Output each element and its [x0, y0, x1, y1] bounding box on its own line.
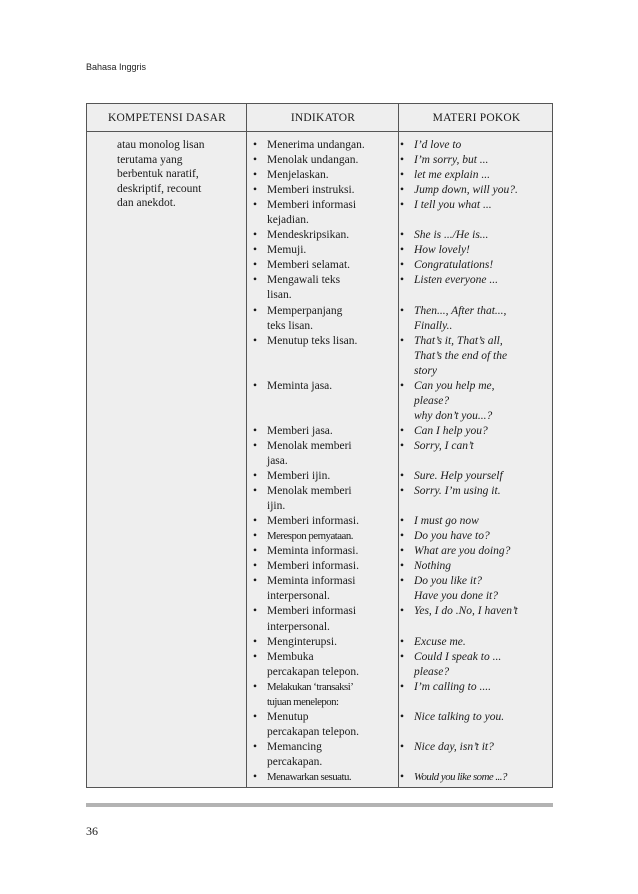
indikator-item	[253, 499, 397, 514]
bullet-icon: •	[253, 424, 258, 437]
materi-text: story	[414, 364, 437, 377]
materi-item	[400, 740, 552, 755]
materi-text: Would you like some ...?	[414, 770, 507, 783]
materi-item	[400, 635, 552, 650]
materi-text: Sure. Help yourself	[414, 470, 503, 483]
indikator-item	[253, 620, 397, 635]
indent-spacer	[253, 665, 267, 680]
bullet-icon: •	[400, 770, 405, 783]
indent-spacer	[253, 620, 267, 635]
indent-spacer	[253, 755, 267, 770]
materi-item	[400, 469, 552, 484]
materi-item	[400, 364, 552, 379]
materi-text: That’s it, That’s all,	[414, 334, 503, 347]
indent-spacer	[253, 454, 267, 469]
indikator-text	[267, 394, 397, 409]
bullet-icon: •	[253, 199, 258, 212]
materi-text	[414, 499, 552, 514]
bullet-icon: •	[400, 424, 405, 437]
kompetensi-line: berbentuk naratif,	[117, 168, 199, 181]
bullet-icon: •	[400, 199, 405, 212]
indikator-text: Menginterupsi.	[267, 635, 337, 648]
indikator-item	[253, 243, 397, 258]
materi-text: I tell you what ...	[414, 199, 492, 212]
materi-text	[414, 695, 552, 710]
header-materi-pokok: MATERI POKOK	[432, 112, 521, 124]
column-divider	[398, 104, 399, 787]
indikator-text: Meminta informasi.	[267, 545, 359, 558]
materi-text: I must go now	[414, 515, 479, 528]
indikator-text: Memberi informasi.	[267, 560, 359, 573]
indikator-item	[253, 379, 397, 394]
indent-spacer	[400, 319, 414, 334]
indikator-item	[253, 394, 397, 409]
materi-text	[414, 288, 552, 303]
indent-spacer	[400, 725, 414, 740]
materi-item	[400, 334, 552, 349]
indent-spacer	[253, 213, 267, 228]
kompetensi-line: atau monolog lisan	[117, 139, 205, 151]
bullet-icon: •	[400, 740, 405, 753]
header-indikator: INDIKATOR	[290, 112, 356, 124]
bullet-icon: •	[253, 545, 258, 558]
materi-text: Nothing	[414, 560, 452, 573]
indent-spacer	[253, 349, 267, 364]
materi-item	[400, 153, 552, 168]
materi-item	[400, 183, 552, 198]
materi-item	[400, 529, 552, 544]
kompetensi-line: terutama yang	[117, 153, 183, 166]
materi-item	[400, 304, 552, 319]
bullet-icon: •	[400, 575, 405, 588]
indikator-item	[253, 514, 397, 529]
kompetensi-line: deskriptif, recount	[117, 182, 202, 195]
indikator-item	[253, 138, 397, 153]
bullet-icon: •	[253, 379, 258, 392]
materi-text: Sorry, I can’t	[414, 439, 474, 452]
materi-item	[400, 559, 552, 574]
table-header-row	[87, 104, 552, 132]
indikator-text: Menjelaskan.	[267, 169, 329, 182]
indikator-text: Menolak undangan.	[267, 154, 359, 167]
bullet-icon: •	[253, 229, 258, 242]
indikator-item	[253, 635, 397, 650]
competency-table	[86, 103, 553, 788]
indikator-item	[253, 469, 397, 484]
indikator-text: Menutup	[267, 710, 309, 723]
indikator-text: Memberi jasa.	[267, 424, 333, 437]
bullet-icon: •	[400, 439, 405, 452]
header-kompetensi-dasar: KOMPETENSI DASAR	[108, 112, 226, 124]
indikator-item	[253, 484, 397, 499]
materi-item	[400, 544, 552, 559]
materi-text: I’d love to	[414, 139, 462, 151]
bullet-icon: •	[253, 154, 258, 167]
bullet-icon: •	[400, 605, 405, 618]
indent-spacer	[253, 695, 267, 710]
indikator-text: tujuan menelepon:	[267, 695, 339, 708]
materi-item	[400, 725, 552, 740]
indikator-text: Mendeskripsikan.	[267, 229, 350, 242]
materi-item	[400, 454, 552, 469]
materi-item	[400, 319, 552, 334]
bullet-icon: •	[253, 740, 258, 753]
indikator-item	[253, 334, 397, 349]
materi-item	[400, 349, 552, 364]
indikator-item	[253, 770, 397, 785]
column-divider	[246, 104, 247, 787]
indikator-text: Meminta informasi	[267, 575, 356, 588]
materi-text: Congratulations!	[414, 259, 494, 272]
materi-item	[400, 168, 552, 183]
bullet-icon: •	[400, 379, 405, 392]
materi-item	[400, 258, 552, 273]
indikator-item	[253, 650, 397, 665]
indent-spacer	[253, 725, 267, 740]
materi-text: She is .../He is...	[414, 229, 489, 242]
bullet-icon: •	[253, 334, 258, 347]
indikator-item	[253, 153, 397, 168]
materi-text	[414, 454, 552, 469]
materi-text	[414, 725, 552, 740]
indikator-item	[253, 364, 397, 379]
bullet-icon: •	[400, 334, 405, 347]
indikator-item	[253, 589, 397, 604]
indikator-item	[253, 213, 397, 228]
bullet-icon: •	[253, 515, 258, 528]
materi-text: Sorry. I’m using it.	[414, 485, 501, 498]
materi-text: Jump down, will you?.	[414, 184, 518, 197]
materi-item	[400, 604, 552, 619]
indikator-text: Mengawali teks	[267, 274, 341, 287]
materi-text: Have you done it?	[414, 590, 498, 603]
bullet-icon: •	[253, 244, 258, 257]
bullet-icon: •	[253, 169, 258, 182]
bullet-icon: •	[253, 605, 258, 618]
indikator-text: percakapan telepon.	[267, 665, 359, 678]
indikator-text: Membuka	[267, 650, 314, 663]
materi-text: Listen everyone ...	[414, 274, 498, 287]
materi-text: Do you like it?	[414, 575, 483, 588]
bullet-icon: •	[400, 169, 405, 182]
indikator-item	[253, 559, 397, 574]
materi-item	[400, 379, 552, 394]
bullet-icon: •	[400, 560, 405, 573]
materi-item	[400, 273, 552, 288]
indent-spacer	[400, 349, 414, 364]
indent-spacer	[400, 755, 414, 770]
indent-spacer	[253, 409, 267, 424]
bullet-icon: •	[400, 229, 405, 242]
materi-text: Excuse me.	[414, 635, 466, 648]
indikator-text: percakapan telepon.	[267, 725, 359, 738]
bullet-icon: •	[253, 770, 258, 783]
materi-text: Nice talking to you.	[414, 710, 505, 723]
indent-spacer	[253, 589, 267, 604]
materi-item	[400, 695, 552, 710]
indikator-text: percakapan.	[267, 755, 323, 768]
indikator-item	[253, 574, 397, 589]
indikator-item	[253, 228, 397, 243]
materi-text: That’s the end of the	[414, 349, 508, 362]
bullet-icon: •	[400, 650, 405, 663]
indent-spacer	[253, 394, 267, 409]
materi-item	[400, 620, 552, 635]
bullet-icon: •	[400, 680, 405, 693]
indent-spacer	[400, 288, 414, 303]
indikator-text: Menawarkan sesuatu.	[267, 770, 352, 783]
indent-spacer	[253, 288, 267, 303]
bullet-icon: •	[400, 635, 405, 648]
indikator-text: Memperpanjang	[267, 304, 343, 317]
bullet-icon: •	[400, 244, 405, 257]
indikator-text: ijin.	[267, 500, 286, 513]
materi-item	[400, 770, 552, 785]
indikator-text: Menerima undangan.	[267, 139, 365, 151]
materi-text: I’m sorry, but ...	[414, 154, 489, 167]
materi-item	[400, 499, 552, 514]
bullet-icon: •	[253, 635, 258, 648]
indikator-item	[253, 544, 397, 559]
indent-spacer	[400, 665, 414, 680]
indent-spacer	[253, 499, 267, 514]
indikator-item	[253, 695, 397, 710]
indent-spacer	[400, 454, 414, 469]
materi-text	[414, 620, 552, 635]
indikator-text: Memancing	[267, 740, 322, 753]
indikator-text: Memberi informasi.	[267, 515, 359, 528]
materi-text: Finally..	[414, 319, 453, 332]
materi-item	[400, 665, 552, 680]
materi-item	[400, 514, 552, 529]
indent-spacer	[253, 364, 267, 379]
bullet-icon: •	[253, 139, 258, 151]
indikator-item	[253, 680, 397, 695]
indikator-text: Meminta jasa.	[267, 379, 333, 392]
indent-spacer	[400, 364, 414, 379]
materi-text: please?	[414, 394, 450, 407]
indikator-item	[253, 725, 397, 740]
materi-text: Could I speak to ...	[414, 650, 502, 663]
indent-spacer	[253, 319, 267, 334]
bullet-icon: •	[400, 710, 405, 723]
indikator-text: teks lisan.	[267, 319, 313, 332]
indikator-text: kejadian.	[267, 214, 309, 227]
bullet-icon: •	[400, 259, 405, 272]
bullet-icon: •	[400, 139, 405, 151]
indikator-item	[253, 424, 397, 439]
indikator-item	[253, 304, 397, 319]
indikator-item	[253, 710, 397, 725]
materi-item	[400, 755, 552, 770]
materi-item	[400, 288, 552, 303]
bullet-icon: •	[253, 259, 258, 272]
bullet-icon: •	[253, 530, 258, 543]
bullet-icon: •	[253, 680, 258, 693]
bullet-icon: •	[400, 515, 405, 528]
materi-item	[400, 574, 552, 589]
indikator-item	[253, 288, 397, 303]
bullet-icon: •	[253, 439, 258, 452]
bullet-icon: •	[400, 184, 405, 197]
bullet-icon: •	[253, 304, 258, 317]
indikator-text	[267, 349, 397, 364]
kompetensi-line: dan anekdot.	[117, 197, 176, 210]
indent-spacer	[400, 695, 414, 710]
page-number: 36	[86, 824, 98, 838]
indikator-text: Memberi selamat.	[267, 259, 351, 272]
materi-text: Do you have to?	[414, 530, 490, 543]
bullet-icon: •	[400, 304, 405, 317]
indikator-text: Menolak memberi	[267, 485, 352, 498]
materi-text: Can you help me,	[414, 379, 495, 392]
materi-text: let me explain ...	[414, 169, 491, 182]
indikator-item	[253, 665, 397, 680]
bullet-icon: •	[253, 710, 258, 723]
materi-item	[400, 213, 552, 228]
indikator-text: lisan.	[267, 289, 292, 302]
indent-spacer	[400, 589, 414, 604]
indikator-text	[267, 409, 397, 424]
materi-item	[400, 198, 552, 213]
indikator-item	[253, 740, 397, 755]
materi-text	[414, 213, 552, 228]
materi-pokok-column	[400, 138, 552, 785]
indent-spacer	[400, 394, 414, 409]
bullet-icon: •	[253, 575, 258, 588]
bullet-icon: •	[400, 530, 405, 543]
indikator-text: Memberi ijin.	[267, 470, 331, 483]
materi-item	[400, 243, 552, 258]
indikator-column	[253, 138, 397, 785]
indikator-text: Memberi informasi	[267, 199, 357, 212]
indent-spacer	[400, 409, 414, 424]
indent-spacer	[400, 213, 414, 228]
bullet-icon: •	[400, 470, 405, 483]
materi-text: What are you doing?	[414, 545, 511, 558]
kompetensi-dasar-column	[117, 138, 242, 211]
materi-item	[400, 650, 552, 665]
materi-text: please?	[414, 665, 450, 678]
materi-item	[400, 394, 552, 409]
indikator-item	[253, 409, 397, 424]
materi-text: Then..., After that...,	[414, 304, 507, 317]
indent-spacer	[400, 620, 414, 635]
materi-text: Nice day, isn’t it?	[414, 740, 494, 753]
indikator-item	[253, 168, 397, 183]
indikator-item	[253, 529, 397, 544]
indikator-item	[253, 258, 397, 273]
indikator-item	[253, 454, 397, 469]
bullet-icon: •	[253, 470, 258, 483]
materi-item	[400, 228, 552, 243]
indikator-text: Memberi informasi	[267, 605, 357, 618]
materi-item	[400, 439, 552, 454]
bullet-icon: •	[253, 274, 258, 287]
indikator-item	[253, 198, 397, 213]
indikator-item	[253, 183, 397, 198]
indikator-text: interpersonal.	[267, 590, 330, 603]
materi-item	[400, 484, 552, 499]
materi-item	[400, 409, 552, 424]
indikator-item	[253, 349, 397, 364]
indikator-item	[253, 439, 397, 454]
indikator-text: jasa.	[267, 454, 288, 467]
indikator-text	[267, 364, 397, 379]
bullet-icon: •	[400, 485, 405, 498]
bullet-icon: •	[400, 274, 405, 287]
indikator-item	[253, 755, 397, 770]
indikator-item	[253, 319, 397, 334]
bullet-icon: •	[253, 650, 258, 663]
bullet-icon: •	[400, 154, 405, 167]
indikator-text: Memberi instruksi.	[267, 184, 355, 197]
bullet-icon: •	[253, 184, 258, 197]
bullet-icon: •	[400, 545, 405, 558]
materi-text: How lovely!	[414, 244, 470, 257]
materi-text	[414, 755, 552, 770]
indikator-item	[253, 273, 397, 288]
bottom-rule	[86, 803, 553, 807]
indikator-item	[253, 604, 397, 619]
running-head: Bahasa Inggris	[86, 62, 147, 72]
indikator-text: Menolak memberi	[267, 439, 352, 452]
materi-item	[400, 589, 552, 604]
materi-text: Yes, I do .No, I haven’t	[414, 605, 518, 618]
materi-text: why don’t you...?	[414, 409, 493, 422]
materi-item	[400, 138, 552, 153]
materi-text: I’m calling to ....	[414, 680, 491, 693]
indikator-text: Melakukan ‘transaksi’	[267, 680, 354, 693]
materi-item	[400, 710, 552, 725]
materi-text: Can I help you?	[414, 424, 488, 437]
materi-item	[400, 680, 552, 695]
bullet-icon: •	[253, 485, 258, 498]
indikator-text: Memuji.	[267, 244, 307, 257]
bullet-icon: •	[253, 560, 258, 573]
indikator-text: Merespon pernyataan.	[267, 530, 353, 543]
materi-item	[400, 424, 552, 439]
indikator-text: Menutup teks lisan.	[267, 334, 358, 347]
indent-spacer	[400, 499, 414, 514]
indikator-text: interpersonal.	[267, 620, 330, 633]
